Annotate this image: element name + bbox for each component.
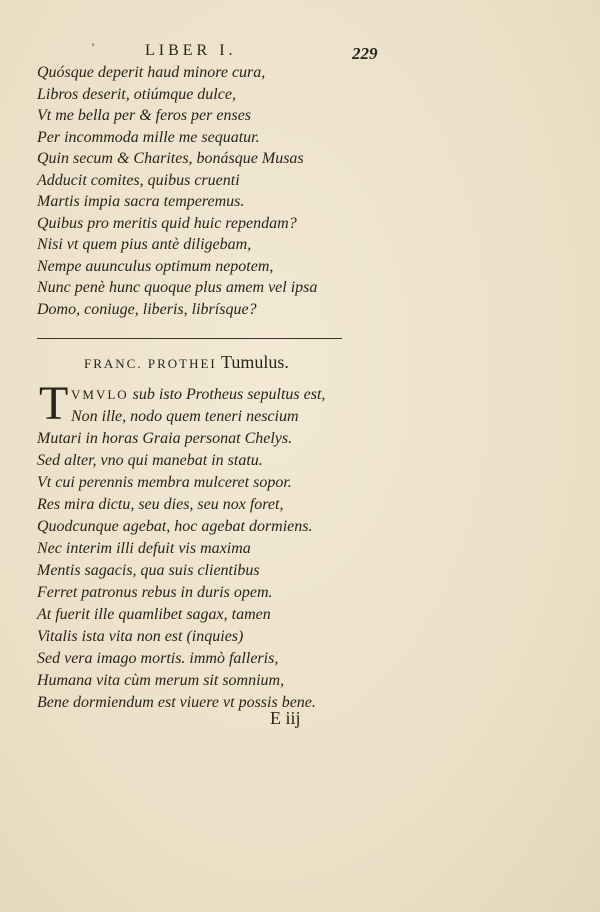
epitaph-line: Mutari in horas Graia personat Chelys. xyxy=(37,430,293,447)
verse-line: Nunc penè hunc quoque plus amem vel ipsa xyxy=(37,279,318,296)
epitaph-line: Quodcunque agebat, hoc agebat dormiens. xyxy=(37,518,313,535)
epitaph-first-line xyxy=(37,384,357,406)
first-word-rest: VMVLO xyxy=(71,387,129,402)
verse-block xyxy=(37,62,357,320)
running-head: LIBER I. xyxy=(145,42,237,59)
epitaph-line: Res mira dictu, seu dies, seu nox foret, xyxy=(37,496,284,513)
epitaph-title xyxy=(84,352,289,373)
verse-line: Per incommoda mille me sequatur. xyxy=(37,128,260,146)
verse-line: Quósque deperit haud minore cura, xyxy=(37,64,266,81)
printer-mark: ' xyxy=(92,40,95,54)
page-number: 229 xyxy=(352,44,378,63)
epitaph-title-caps: FRANC. PROTHEI xyxy=(84,356,217,371)
epitaph-line: Vitalis ista vita non est (inquies) xyxy=(37,628,244,645)
epitaph-title-word: Tumulus. xyxy=(221,352,289,372)
epitaph-line: Vt cui perennis membra mulceret sopor. xyxy=(37,474,292,491)
verse-line: Libros deserit, otiúmque dulce, xyxy=(37,85,236,103)
verse-line: Nisi vt quem pius antè diligebam, xyxy=(37,236,252,253)
verse-line: Domo, coniuge, liberis, librísque? xyxy=(37,300,257,318)
epitaph-line: Ferret patronus rebus in duris opem. xyxy=(37,584,273,601)
epitaph-line: Nec interim illi defuit vis maxima xyxy=(37,540,251,557)
section-divider xyxy=(37,338,342,339)
epitaph-line: Humana vita cùm merum sit somnium, xyxy=(37,672,285,689)
epitaph-line: Bene dormiendum est viuere vt possis bene. xyxy=(37,694,316,711)
signature-mark: E iij xyxy=(270,708,301,728)
verse-line: Quin secum & Charites, bonásque Musas xyxy=(37,150,304,167)
epitaph-line: Sed vera imago mortis. immò falleris, xyxy=(37,650,279,667)
drop-cap: T xyxy=(39,377,69,430)
epitaph-line: Mentis sagacis, qua suis clientibus xyxy=(37,562,260,579)
epitaph-block xyxy=(37,377,357,714)
first-line-rest: sub isto Protheus sepultus est, xyxy=(132,386,326,403)
verse-line: Quibus pro meritis quid huic rependam? xyxy=(37,214,297,232)
verse-line: Nempe auunculus optimum nepotem, xyxy=(37,257,274,275)
epitaph-line: At fuerit ille quamlibet sagax, tamen xyxy=(37,606,271,623)
epitaph-line: Sed alter, vno qui manebat in statu. xyxy=(37,452,263,469)
verse-line: Adducit comites, quibus cruenti xyxy=(37,171,240,189)
verse-line: Vt me bella per & feros per enses xyxy=(37,107,252,124)
epitaph-line: Non ille, nodo quem teneri nescium xyxy=(71,408,299,425)
verse-line: Martis impia sacra temperemus. xyxy=(37,193,245,210)
